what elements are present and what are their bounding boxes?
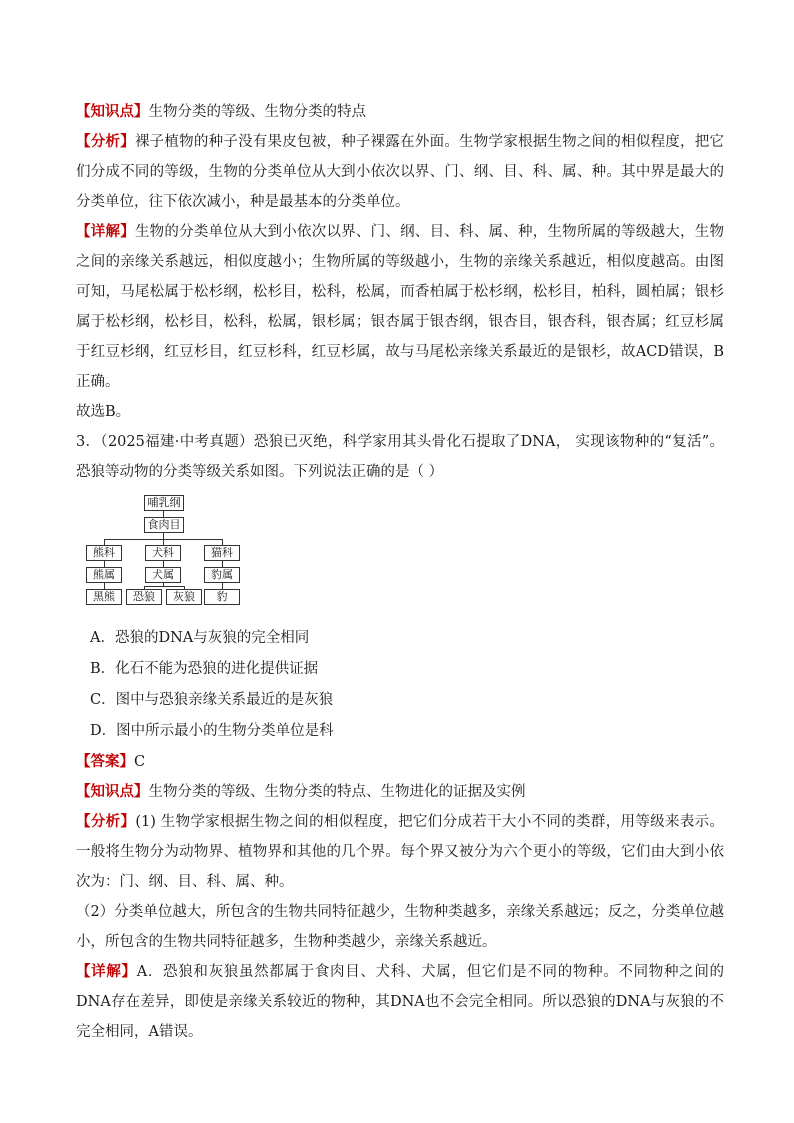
choice-statement: 故选B。: [76, 404, 131, 420]
option-d: D．图中所示最小的生物分类单位是科: [90, 723, 334, 739]
analysis-2-part2: （2）分类单位越大，所包含的生物共同特征越少，生物种类越多，亲缘关系越远；反之，分类单位越小，所包含的生物共同特征越多，生物种类越少，亲缘关系越近。: [76, 904, 724, 950]
node-genus-bear: 熊属: [86, 567, 122, 583]
knowledge-point: 【知识点】生物分类的等级、生物分类的特点: [76, 103, 366, 120]
node-family-bear: 熊科: [86, 545, 122, 561]
detail-2: 【详解】A．恐狼和灰狼虽然都属于食肉目、犬科、犬属，但它们是不同的物种。不同物种之间的DNA存在差异，即使是亲缘关系较近的物种，其DNA也不会完全相同。所以恐狼的DNA与灰狼的不完全相同，A错误。: [76, 963, 725, 1040]
analysis: 【分析】裸子植物的种子没有果皮包被，种子裸露在外面。生物学家根据生物之间的相似程度，把它们分成不同的等级，生物的分类单位从大到小依次以界、门、纲、目、科、属、种。其中界是最大的分类单位，往下依次减小，种是最基本的分类单位。: [76, 133, 725, 210]
detail: 【详解】生物的分类单位从大到小依次以界、门、纲、目、科、属、种，生物所属的等级越大，生物之间的亲缘关系越远，相似度越小；生物所属的等级越小，生物的亲缘关系越近，相似度越高。由图可知，马尾松属于松杉纲，松杉目，松科，松属，而香柏属于松杉纲，松杉目，柏科，圆柏属；银杉属于松杉纲，松杉目，松科，松属，银杉属；银杏属于银杏纲，银杏目，银杏科，银杏属；红豆杉属于红豆杉纲，红豆杉目，红豆杉科，红豆杉属，故与马尾松亲缘关系最近的是银杉，故ACD错误，B正确。: [76, 223, 725, 390]
node-species-dire-wolf: 恐狼: [126, 589, 162, 605]
option-c: C．图中与恐狼亲缘关系最近的是灰狼: [90, 692, 334, 708]
analysis-2: 【分析】(1) 生物学家根据生物之间的相似程度，把它们分成若干大小不同的类群，用等级来表示。一般将生物分为动物界、植物界和其他的几个界。每个界又被分为六个更小的等级，它们由大到小依次为：门、纲、目、科、属、种。: [76, 813, 724, 890]
option-b: B．化石不能为恐狼的进化提供证据: [90, 661, 319, 677]
knowledge-point-2: 【知识点】生物分类的等级、生物分类的特点、生物进化的证据及实例: [76, 783, 526, 800]
node-species-gray-wolf: 灰狼: [166, 589, 202, 605]
node-species-leopard: 豹: [204, 589, 240, 605]
node-family-dog: 犬科: [145, 545, 181, 561]
content: [76, 97, 724, 1047]
node-genus-leopard: 豹属: [204, 567, 240, 583]
option-a: A．恐狼的DNA与灰狼的完全相同: [90, 630, 310, 646]
node-species-black-bear: 黑熊: [86, 589, 122, 605]
answer: 【答案】C: [76, 753, 146, 770]
question-stem: 3．（2025福建·中考真题）恐狼已灭绝，科学家用其头骨化石提取了DNA， 实现该物种的“复活”。恐狼等动物的分类等级关系如图。下列说法正确的是（ ）: [76, 434, 724, 480]
node-class: 哺乳纲: [144, 495, 184, 511]
node-family-cat: 猫科: [204, 545, 240, 561]
node-genus-dog: 犬属: [145, 567, 181, 583]
classification-diagram: [86, 495, 266, 613]
node-order: 食肉目: [144, 517, 184, 533]
